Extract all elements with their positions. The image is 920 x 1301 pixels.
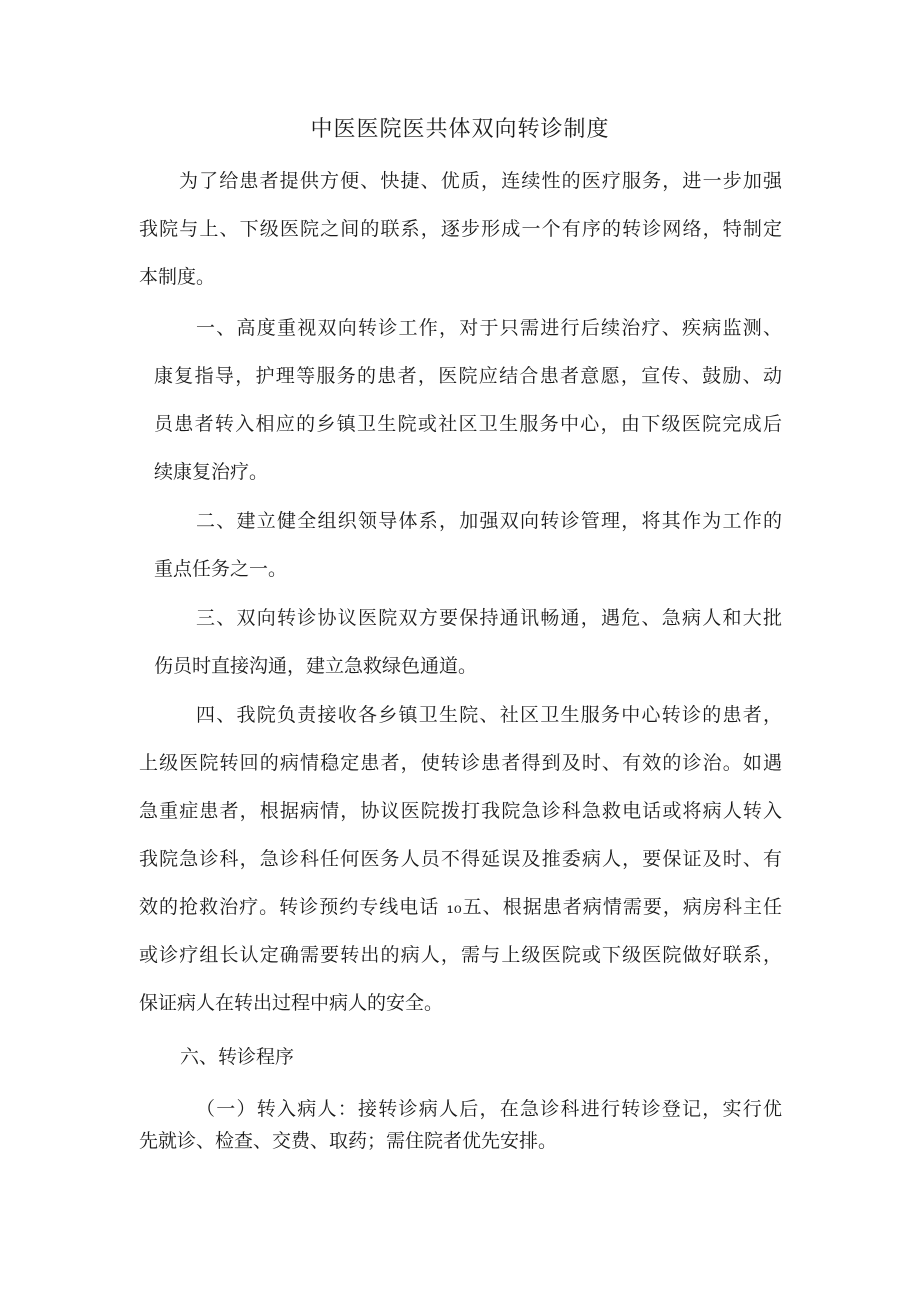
section3-line-1: 三、双向转诊协议医院双方要保持通讯畅通，遇危、急病人和大批 [196, 607, 782, 629]
section4-line-5: 效的抢救治疗。转诊预约专线电话 ₁₀五、根据患者病情需要，病房科主任 [139, 896, 782, 918]
section1-line-2: 康复指导，护理等服务的患者，医院应结合患者意愿，宣传、鼓励、动 [154, 365, 782, 387]
section1-line-3: 员患者转入相应的乡镇卫生院或社区卫生服务中心，由下级医院完成后 [154, 413, 782, 435]
section4-line-3: 急重症患者，根据病情，协议医院拨打我院急诊科急救电话或将病人转入 [139, 800, 782, 822]
section4-line-2: 上级医院转回的病情稳定患者，使转诊患者得到及时、有效的诊治。如遇 [139, 752, 782, 774]
section6-heading: 六、转诊程序 [180, 1046, 295, 1068]
section4-line-4: 我院急诊科，急诊科任何医务人员不得延误及推委病人，要保证及时、有 [139, 848, 782, 870]
section2-line-2: 重点任务之一。 [154, 558, 288, 580]
section3-line-2: 伤员时直接沟通，建立急救绿色通道。 [154, 655, 478, 677]
section2-line-1: 二、建立健全组织领导体系，加强双向转诊管理，将其作为工作的 [196, 510, 782, 532]
section6-item1-line-1: （一）转入病人：接转诊病人后，在急诊科进行转诊登记，实行优 [196, 1098, 782, 1120]
section1-line-1: 一、高度重视双向转诊工作，对于只需进行后续治疗、疾病监测、 [196, 317, 782, 339]
section4-line-1: 四、我院负责接收各乡镇卫生院、社区卫生服务中心转诊的患者， [196, 704, 782, 726]
intro-line-3: 本制度。 [139, 266, 216, 288]
section4-line-7: 保证病人在转出过程中病人的安全。 [139, 992, 444, 1014]
section1-line-4: 续康复治疗。 [154, 461, 269, 483]
intro-line-1: 为了给患者提供方便、快捷、优质，连续性的医疗服务，进一步加强 [179, 170, 782, 192]
intro-line-2: 我院与上、下级医院之间的联系，逐步形成一个有序的转诊网络，特制定 [139, 218, 782, 240]
document-title: 中医医院医共体双向转诊制度 [310, 117, 610, 142]
section4-line-6: 或诊疗组长认定确需要转出的病人，需与上级医院或下级医院做好联系， [139, 944, 782, 966]
section6-item1-line-2: 先就诊、检查、交费、取药；需住院者优先安排。 [139, 1130, 558, 1152]
